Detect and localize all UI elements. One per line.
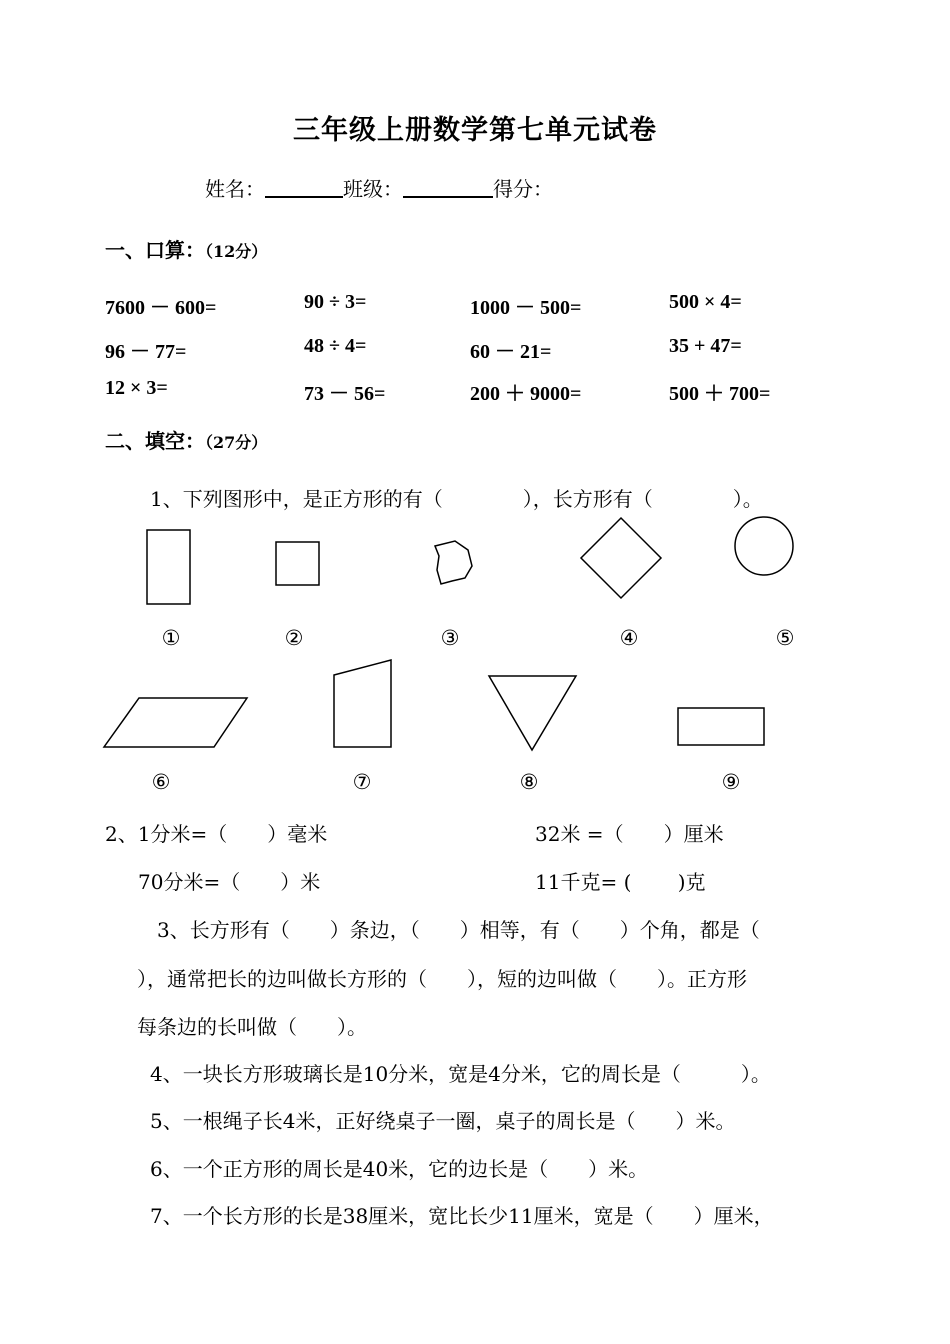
calc-item: 500 × 4= — [669, 291, 742, 313]
question-3-line-3: 每条边的长叫做（ ）。 — [137, 1015, 367, 1039]
shape-number: ⑤ — [775, 626, 795, 650]
shape-number: ④ — [619, 626, 639, 650]
question-1: 1、下列图形中，是正方形的有（ ），长方形有（ ）。 — [150, 487, 763, 511]
question-2d: 11千克= ( )克 — [535, 870, 706, 894]
shape-number: ⑨ — [721, 770, 741, 794]
section-2-points: （27分） — [205, 433, 268, 452]
section-1-title: 一、口算： — [105, 238, 205, 262]
question-6: 6、一个正方形的周长是40米，它的边长是（ ）米。 — [150, 1157, 649, 1181]
shape-number: ② — [284, 626, 304, 650]
question-3-line-1: 3、长方形有（ ）条边，（ ）相等，有（ ）个角，都是（ — [157, 918, 760, 942]
shape-number: ⑥ — [151, 770, 171, 794]
shape-number: ③ — [440, 626, 460, 650]
shape-3-irregular — [435, 541, 472, 584]
calc-item: 48 ÷ 4= — [304, 335, 367, 357]
shape-1-rectangle — [147, 530, 190, 604]
shape-4-rhombus — [581, 518, 661, 598]
section-2-title: 二、填空： — [105, 429, 205, 453]
shape-9-rectangle — [678, 708, 764, 745]
calc-item: 60 － 21= — [470, 341, 552, 363]
shape-number: ⑧ — [519, 770, 539, 794]
question-2a: 2、1分米=（ ）毫米 — [105, 822, 328, 846]
shape-7-trapezoid — [334, 660, 391, 747]
shape-8-triangle — [489, 676, 576, 750]
shape-number: ① — [161, 626, 181, 650]
shape-2-square — [276, 542, 319, 585]
shape-number: ⑦ — [352, 770, 372, 794]
question-7: 7、一个长方形的长是38厘米，宽比长少11厘米，宽是（ ）厘米， — [150, 1204, 774, 1228]
question-2b: 32米 =（ ）厘米 — [535, 822, 724, 846]
name-label: 姓名： — [205, 177, 265, 201]
question-3-line-2: ），通常把长的边叫做长方形的（ ），短的边叫做（ ）。正方形 — [137, 967, 747, 991]
calc-item: 35 + 47= — [669, 335, 742, 357]
question-4: 4、一块长方形玻璃长是10分米，宽是4分米，它的周长是（ ）。 — [150, 1062, 771, 1086]
question-5: 5、一根绳子长4米，正好绕桌子一圈，桌子的周长是（ ）米。 — [150, 1109, 736, 1133]
class-label: 班级： — [343, 177, 403, 201]
question-2c: 70分米=（ ）米 — [138, 870, 321, 894]
page-title: 三年级上册数学第七单元试卷 — [293, 115, 657, 146]
calc-item: 1000 － 500= — [470, 297, 582, 319]
calc-item: 90 ÷ 3= — [304, 291, 367, 313]
calc-item: 96 － 77= — [105, 341, 187, 363]
score-label: 得分： — [493, 177, 553, 201]
calc-item: 500 ＋ 700= — [669, 383, 771, 405]
shape-6-parallelogram — [104, 698, 247, 747]
shape-5-circle — [735, 517, 793, 575]
calc-item: 73 － 56= — [304, 383, 386, 405]
section-1-points: （12分） — [205, 242, 268, 261]
calc-item: 7600 － 600= — [105, 297, 217, 319]
calc-item: 200 ＋ 9000= — [470, 383, 582, 405]
calc-item: 12 × 3= — [105, 377, 168, 399]
